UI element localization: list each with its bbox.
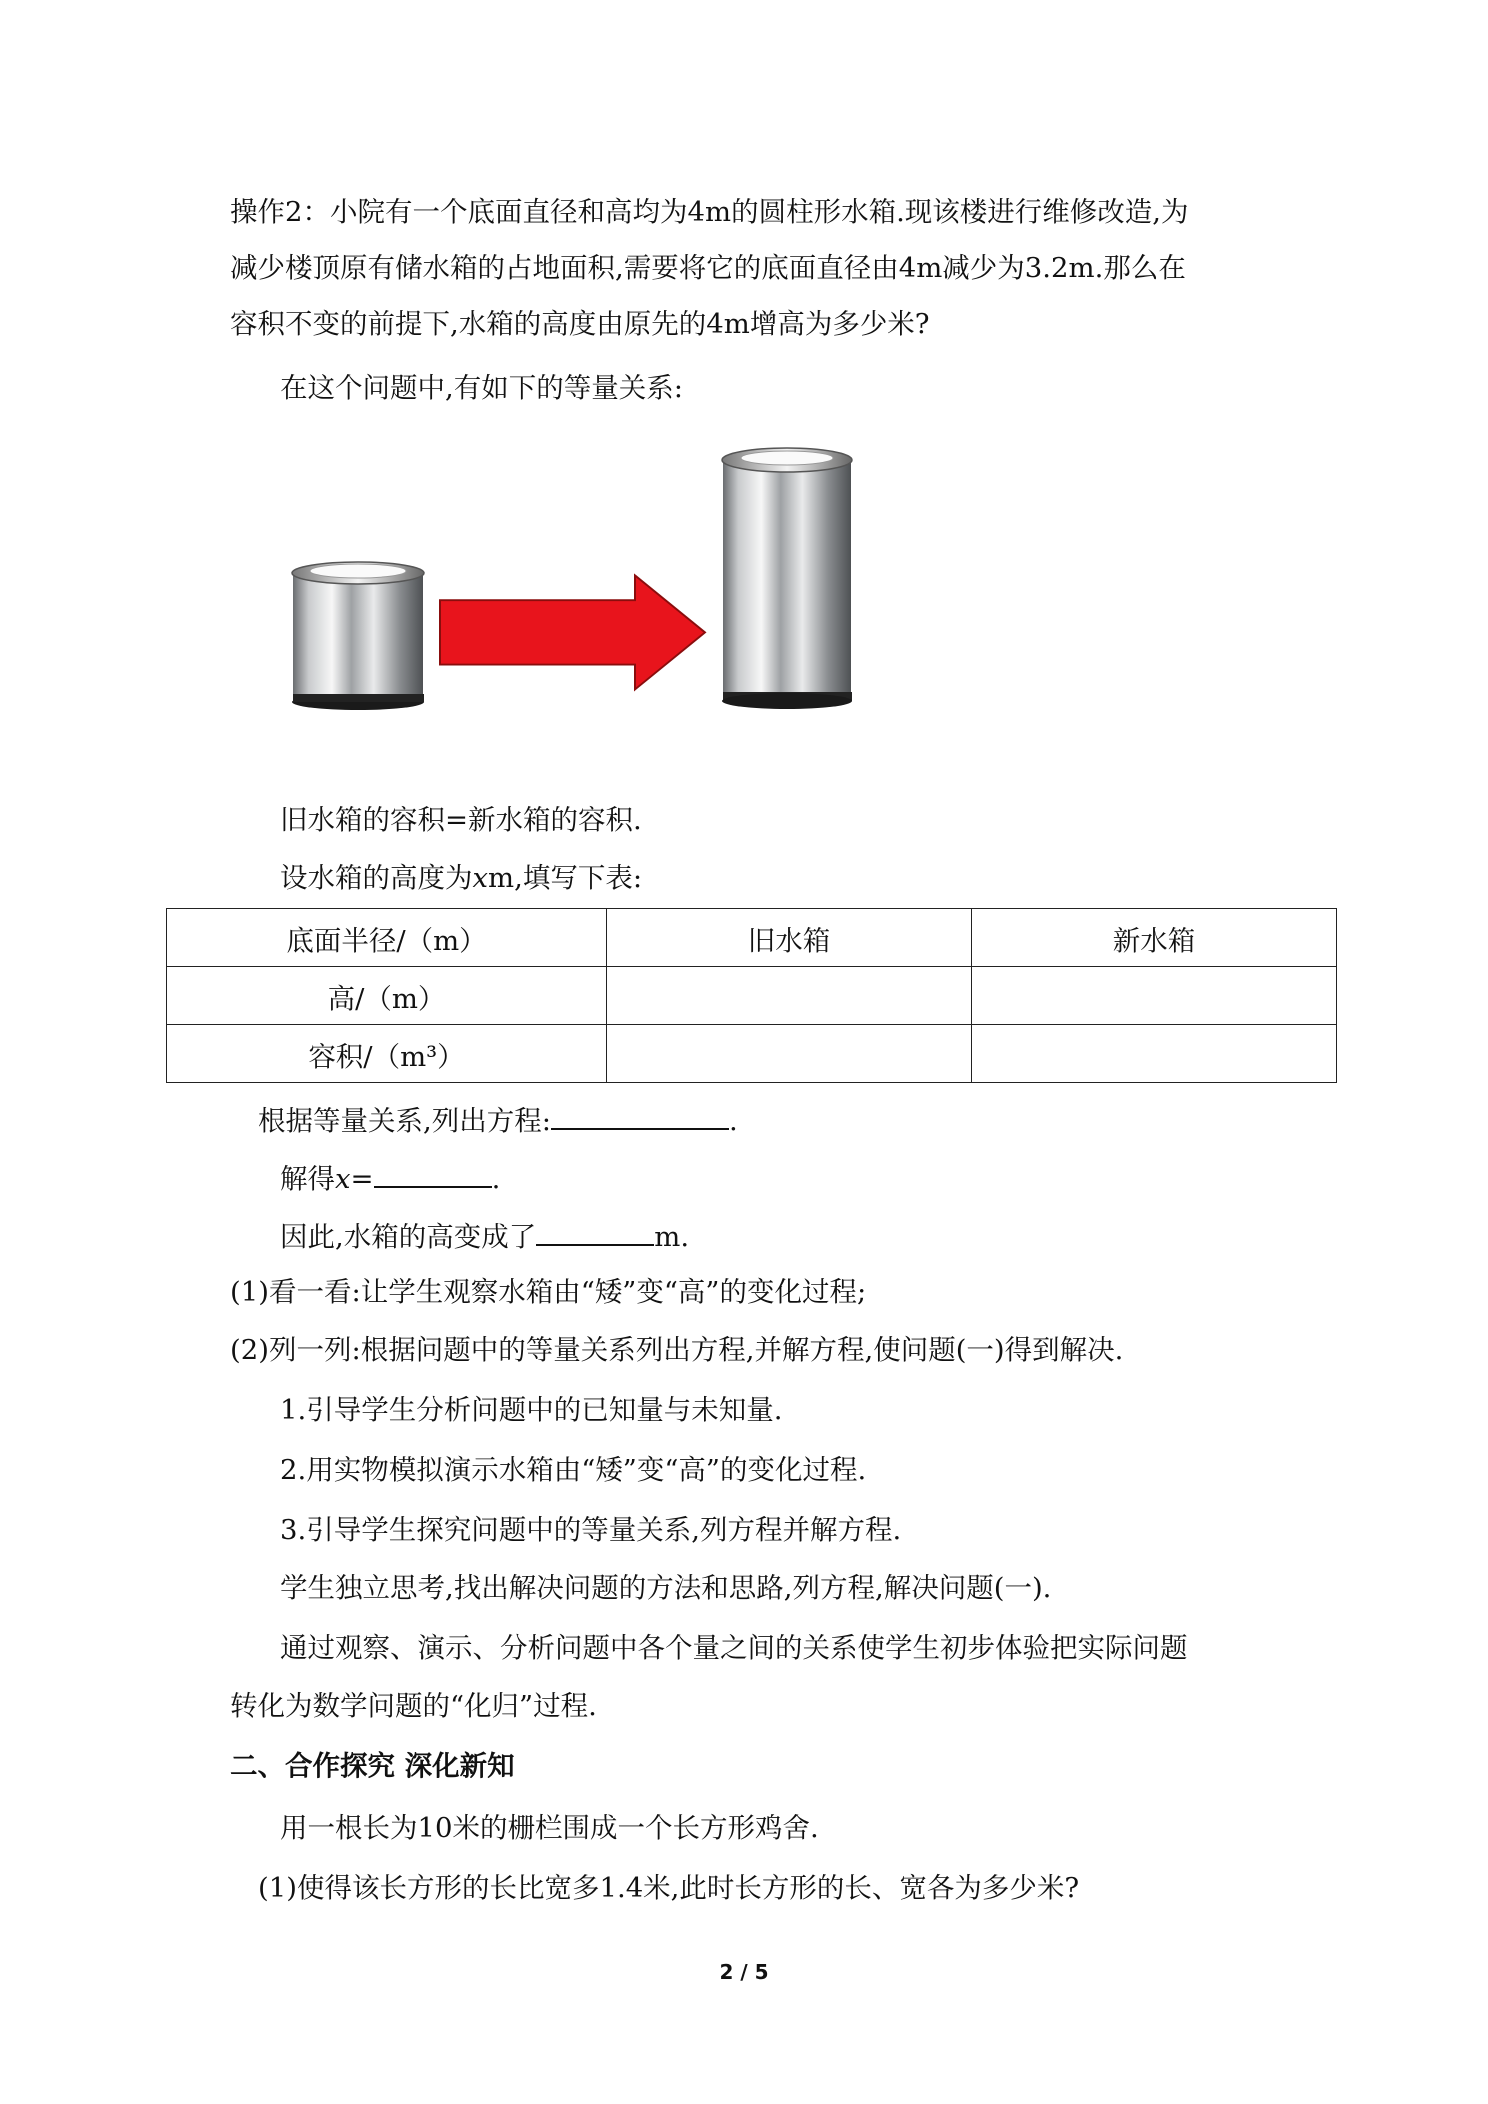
equation-line <box>258 1098 738 1141</box>
step-1: (1)看一看:让学生观察水箱由“矮”变“高”的变化过程; <box>230 1276 867 1308</box>
header-cell-new-tank: 新水箱 <box>972 909 1337 967</box>
page-number: 2 / 5 <box>719 1960 769 1984</box>
solve-equals: = <box>350 1163 374 1195</box>
section-heading: 二、合作探究 深化新知 <box>230 1750 515 1782</box>
equation-end: . <box>729 1105 738 1137</box>
row-label-height: 高/（m） <box>167 967 607 1025</box>
step-2: (2)列一列:根据问题中的等量关系列出方程,并解方程,使问题(一)得到解决. <box>230 1334 1124 1366</box>
solve-blank[interactable] <box>374 1156 492 1188</box>
cell-new-height[interactable] <box>972 967 1337 1025</box>
solve-line <box>280 1156 500 1199</box>
height-line <box>280 1214 689 1257</box>
let-suffix: m,填写下表: <box>488 862 643 894</box>
let-prefix: 设水箱的高度为 <box>280 862 473 894</box>
cell-new-volume[interactable] <box>972 1025 1337 1083</box>
equation-label: 根据等量关系,列出方程: <box>258 1105 552 1137</box>
cell-old-height[interactable] <box>607 967 972 1025</box>
guide-3: 3.引导学生探究问题中的等量关系,列方程并解方程. <box>280 1514 902 1546</box>
relation-intro: 在这个问题中,有如下的等量关系: <box>280 372 684 404</box>
solve-prefix: 解得 <box>280 1163 335 1195</box>
row-label-volume: 容积/（m³） <box>167 1025 607 1083</box>
solve-variable: x <box>335 1163 351 1195</box>
relation-statement: 旧水箱的容积=新水箱的容积. <box>280 804 642 836</box>
equation-blank[interactable] <box>551 1098 729 1130</box>
header-cell-old-tank: 旧水箱 <box>607 909 972 967</box>
let-variable: x <box>472 862 489 894</box>
table-header-row <box>167 909 1337 967</box>
header-cell-radius: 底面半径/（m） <box>167 909 607 967</box>
table-row <box>167 1025 1337 1083</box>
height-suffix: m. <box>654 1221 690 1253</box>
height-blank[interactable] <box>536 1214 654 1246</box>
right-arrow-icon <box>440 575 705 689</box>
fence-problem: 用一根长为10米的栅栏围成一个长方形鸡舍. <box>280 1812 819 1844</box>
cell-old-volume[interactable] <box>607 1025 972 1083</box>
tall-tank-icon <box>722 448 852 709</box>
table-row <box>167 967 1337 1025</box>
fill-in-table <box>166 908 1337 1083</box>
height-prefix: 因此,水箱的高变成了 <box>280 1221 537 1253</box>
fence-question-1: (1)使得该长方形的长比宽多1.4米,此时长方形的长、宽各为多少米? <box>258 1872 1080 1904</box>
observe-line-2: 转化为数学问题的“化归”过程. <box>230 1690 597 1722</box>
op2-line-3: 容积不变的前提下,水箱的高度由原先的4m增高为多少米? <box>230 308 930 340</box>
guide-1: 1.引导学生分析问题中的已知量与未知量. <box>280 1394 783 1426</box>
op2-line-1: 操作2：小院有一个底面直径和高均为4m的圆柱形水箱.现该楼进行维修改造,为 <box>230 196 1189 228</box>
op2-line-2: 减少楼顶原有储水箱的占地面积,需要将它的底面直径由4m减少为3.2m.那么在 <box>230 252 1186 284</box>
guide-2: 2.用实物模拟演示水箱由“矮”变“高”的变化过程. <box>280 1454 867 1486</box>
solve-end: . <box>491 1163 501 1195</box>
tank-transformation-figure <box>285 440 865 720</box>
observe-line-1: 通过观察、演示、分析问题中各个量之间的关系使学生初步体验把实际问题 <box>280 1632 1188 1664</box>
student-activity: 学生独立思考,找出解决问题的方法和思路,列方程,解决问题(一). <box>280 1572 1052 1604</box>
let-statement <box>280 858 642 898</box>
short-tank-icon <box>292 562 424 710</box>
